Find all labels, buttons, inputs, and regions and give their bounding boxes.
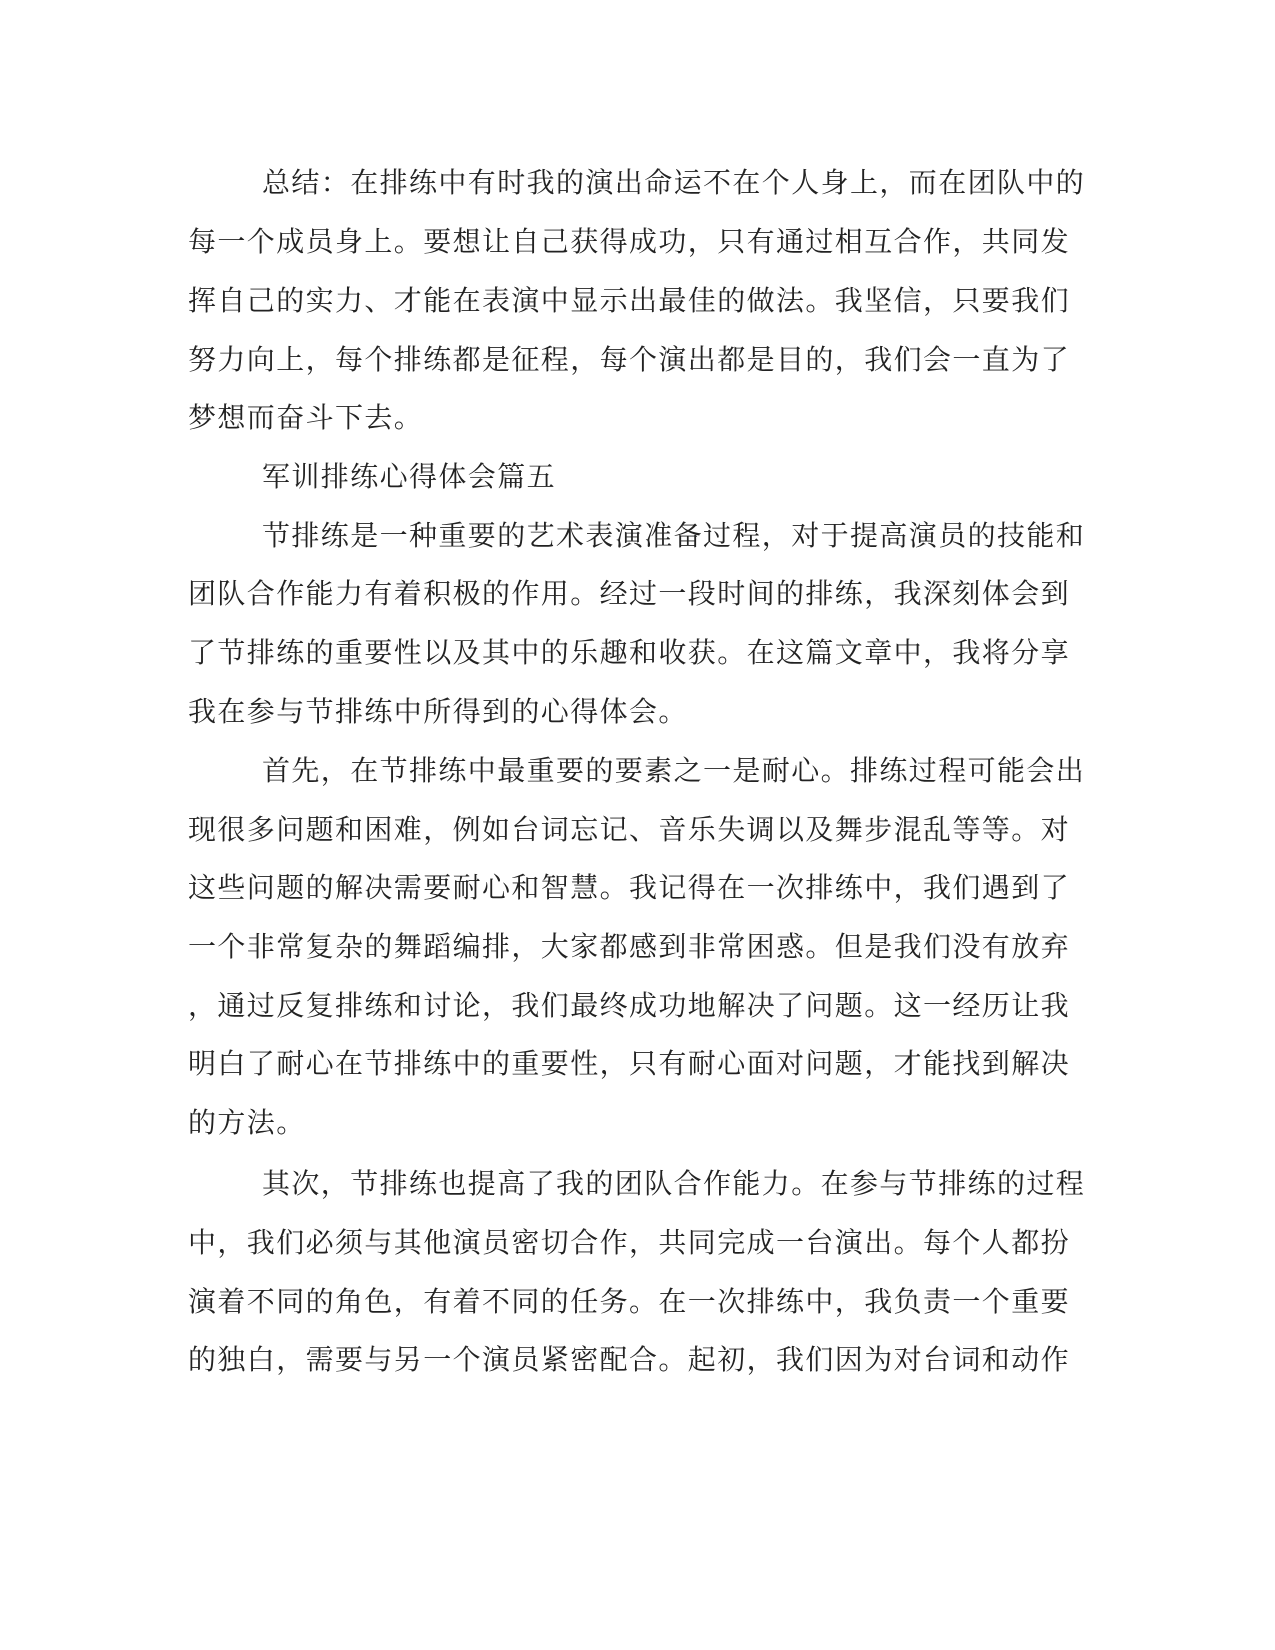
text-line: 的独白，需要与另一个演员紧密配合。起初，我们因为对台词和动作	[188, 1343, 1071, 1376]
text-line: 现很多问题和困难，例如台词忘记、音乐失调以及舞步混乱等等。对	[188, 813, 1071, 846]
text-line: 总结：在排练中有时我的演出命运不在个人身上，而在团队中的	[262, 166, 1086, 199]
text-line: 首先，在节排练中最重要的要素之一是耐心。排练过程可能会出	[262, 754, 1086, 787]
text-line: 中，我们必须与其他演员密切合作，共同完成一台演出。每个人都扮	[188, 1226, 1071, 1259]
text-line: 其次，节排练也提高了我的团队合作能力。在参与节排练的过程	[262, 1167, 1086, 1200]
text-line: 了节排练的重要性以及其中的乐趣和收获。在这篇文章中，我将分享	[188, 636, 1071, 669]
text-line: ，通过反复排练和讨论，我们最终成功地解决了问题。这一经历让我	[188, 989, 1071, 1022]
text-line: 明白了耐心在节排练中的重要性，只有耐心面对问题，才能找到解决	[188, 1047, 1071, 1080]
text-line: 的方法。	[188, 1106, 306, 1139]
text-line: 梦想而奋斗下去。	[188, 401, 424, 434]
section-heading: 军训排练心得体会篇五	[262, 460, 557, 493]
text-line: 团队合作能力有着积极的作用。经过一段时间的排练，我深刻体会到	[188, 577, 1071, 610]
text-line: 演着不同的角色，有着不同的任务。在一次排练中，我负责一个重要	[188, 1285, 1071, 1318]
text-line: 这些问题的解决需要耐心和智慧。我记得在一次排练中，我们遇到了	[188, 871, 1071, 904]
text-line: 我在参与节排练中所得到的心得体会。	[188, 695, 688, 728]
text-line: 努力向上，每个排练都是征程，每个演出都是目的，我们会一直为了	[188, 343, 1071, 376]
text-line: 每一个成员身上。要想让自己获得成功，只有通过相互合作，共同发	[188, 225, 1071, 258]
text-line: 挥自己的实力、才能在表演中显示出最佳的做法。我坚信，只要我们	[188, 284, 1071, 317]
text-line: 一个非常复杂的舞蹈编排，大家都感到非常困惑。但是我们没有放弃	[188, 930, 1071, 963]
text-line: 节排练是一种重要的艺术表演准备过程，对于提高演员的技能和	[262, 519, 1086, 552]
